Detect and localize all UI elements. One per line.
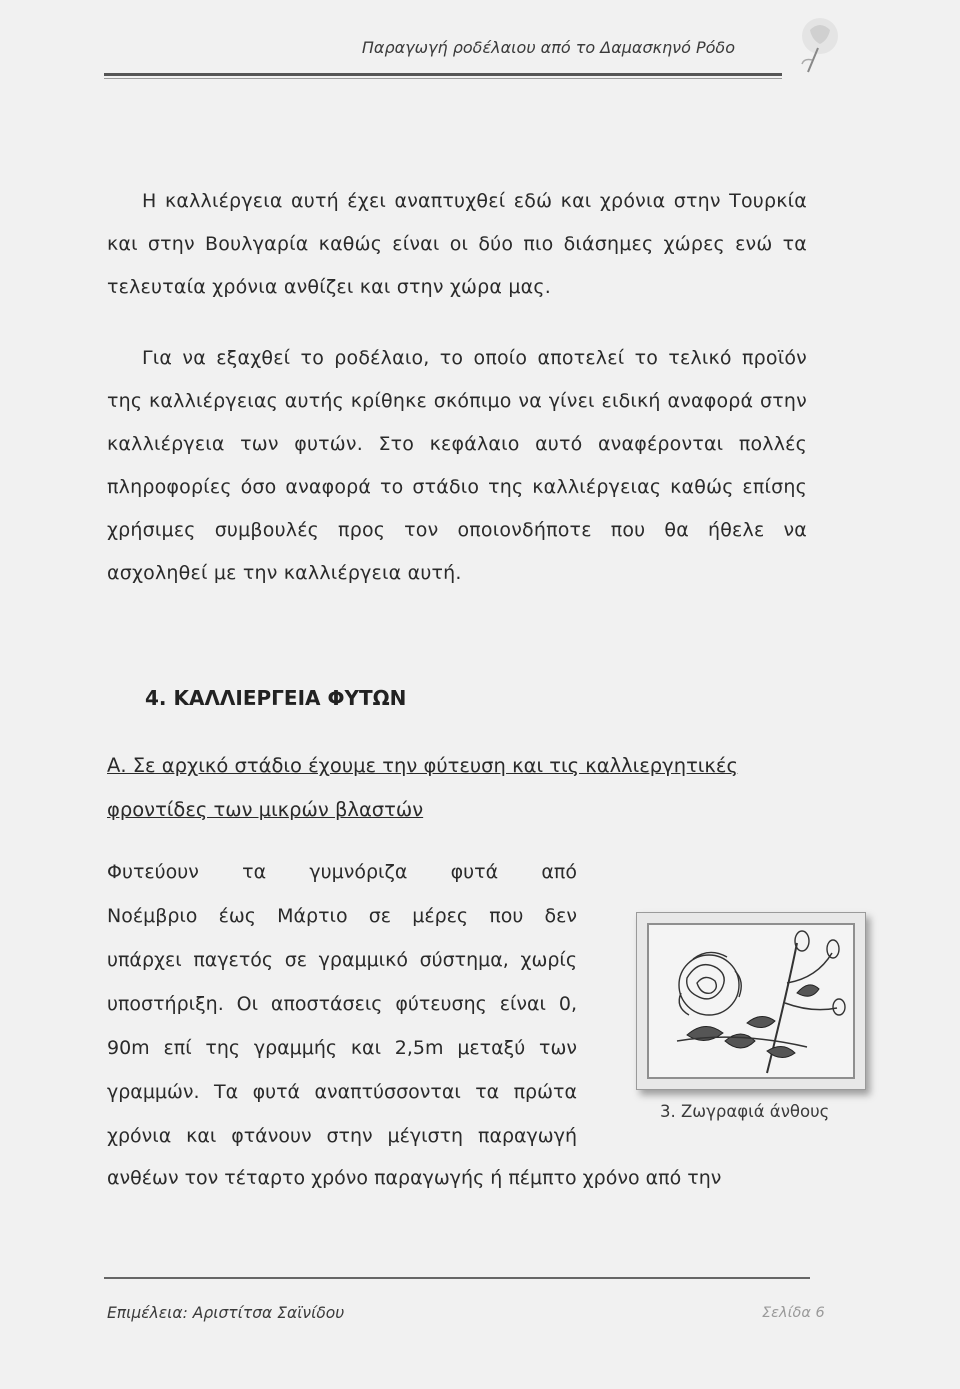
running-header-title: Παραγωγή ροδέλαιου από το Δαμασκηνό Ρόδο	[361, 38, 735, 57]
body-line: Νοέμβριο έως Μάρτιο σε μέρες που δεν	[107, 905, 577, 927]
section-heading: 4. ΚΑΛΛΙΕΡΓΕΙΑ ΦΥΤΩΝ	[145, 686, 407, 710]
body-line: Φυτεύουν τα γυμνόριζα φυτά από	[107, 861, 577, 883]
figure-caption: 3. Ζωγραφιά άνθους	[660, 1102, 830, 1121]
body-line: υπάρχει παγετός σε γραμμικό σύστημα, χωρίς	[107, 949, 577, 971]
footer-page-number: Σελίδα 6	[762, 1305, 825, 1321]
paragraph-text: Για να εξαχθεί το ροδέλαιο, το οποίο αποτελεί το τελικό προϊόν της καλλιέργειας αυτής κρίθηκε σκόπιμο να γίνει ειδική αναφορά στην καλλιέργεια των φυτών. Στο κεφάλαιο αυτό αναφέρονται πολλές πληροφορίες όσο αναφορά το στάδιο της καλλιέργειας καθώς επίσης χρήσιμες συμβουλές προς τον οποιονδήποτε που θα ήθελε να ασχοληθεί με την καλλιέργεια αυτή.	[107, 347, 807, 584]
header-rule-thin	[104, 78, 782, 79]
body-last-line: ανθέων τον τέταρτο χρόνο παραγωγής ή πέμπτο χρόνο από την	[107, 1167, 722, 1189]
body-line: χρόνια και φτάνουν στην μέγιστη παραγωγή	[107, 1125, 577, 1147]
body-line: γραμμών. Τα φυτά αναπτύσσονται τα πρώτα	[107, 1081, 577, 1103]
section-body	[107, 850, 577, 1158]
rose-logo-icon	[780, 12, 850, 74]
figure-frame	[636, 912, 866, 1090]
section-subheading: Α. Σε αρχικό στάδιο έχουμε την φύτευση και τις καλλιεργητικές φροντίδες των μικρών βλαστών	[107, 754, 738, 821]
paragraph-text: Η καλλιέργεια αυτή έχει αναπτυχθεί εδώ και χρόνια στην Τουρκία και στην Βουλγαρία καθώς είναι οι δύο πιο διάσημες χώρες ενώ τα τελευταία χρόνια ανθίζει και στην χώρα μας.	[107, 190, 807, 298]
body-line: 90m επί της γραμμής και 2,5m μεταξύ των	[107, 1037, 577, 1059]
paragraph-intro	[107, 180, 807, 309]
rose-drawing-icon	[647, 923, 855, 1079]
paragraph-purpose	[107, 337, 807, 595]
footer-rule	[104, 1277, 810, 1279]
header-rule	[104, 73, 782, 76]
body-line: υποστήριξη. Οι αποστάσεις φύτευσης είναι 0,	[107, 993, 577, 1015]
footer-author: Επιμέλεια: Αριστίτσα Σαϊνίδου	[107, 1304, 345, 1322]
